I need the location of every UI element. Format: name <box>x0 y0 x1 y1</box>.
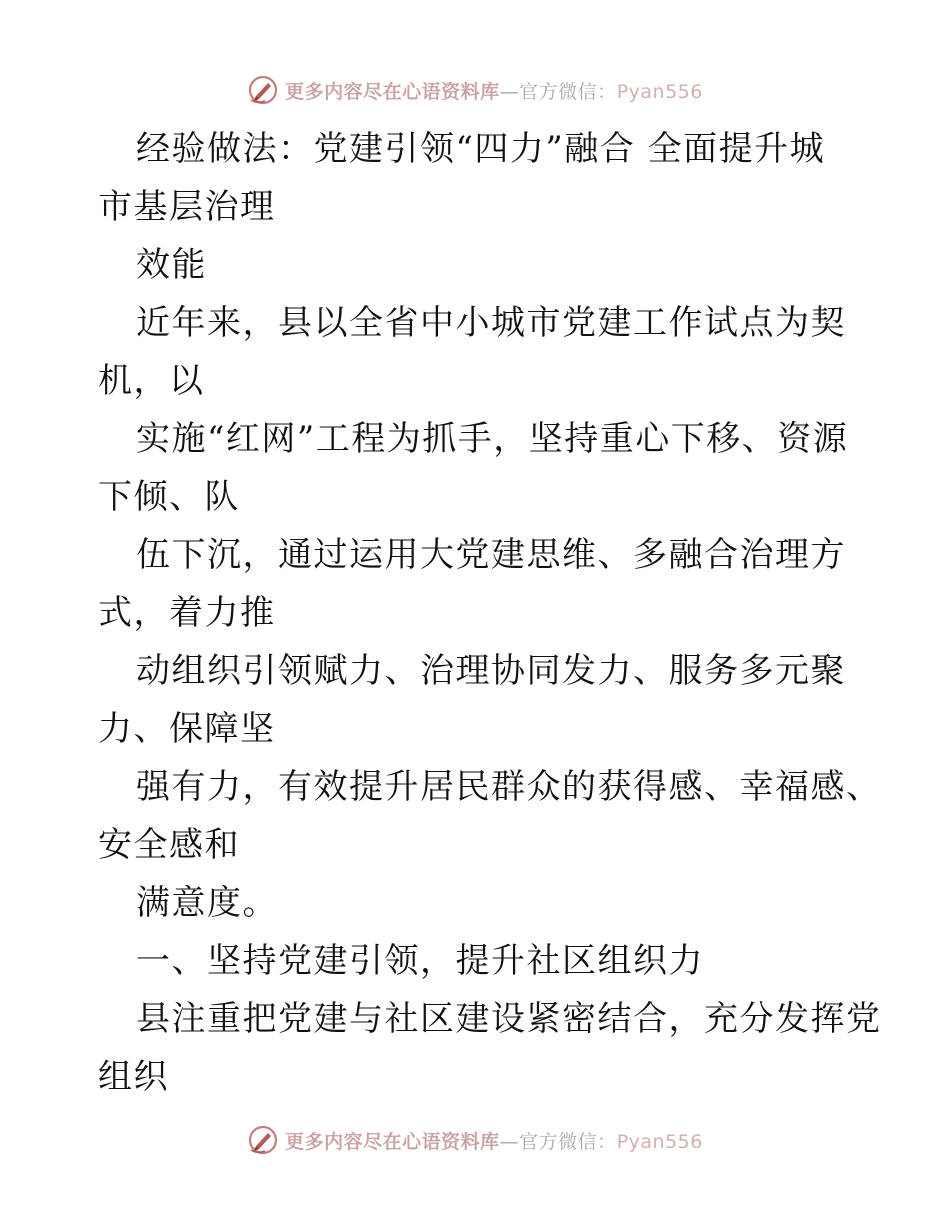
body-line: 实施“红网”工程为抓手，坚持重心下移、资源 <box>136 419 849 459</box>
body-line: 下倾、队 <box>98 477 240 517</box>
watermark-wechat-id: Pyan556 <box>616 1130 703 1153</box>
body-line: 经验做法：党建引领“四力”融合 全面提升城 <box>136 129 826 169</box>
pen-logo-icon <box>247 74 279 106</box>
header-watermark <box>0 70 950 110</box>
body-line: 伍下沉，通过运用大党建思维、多融合治理方 <box>136 535 846 575</box>
footer-watermark <box>0 1120 950 1160</box>
watermark-dash: — <box>499 80 520 103</box>
watermark-text <box>285 1127 703 1154</box>
body-line: 效能 <box>136 245 207 285</box>
body-line: 机，以 <box>98 361 205 401</box>
section-heading: 一、坚持党建引领，提升社区组织力 <box>136 941 704 981</box>
body-line: 动组织引领赋力、治理协同发力、服务多元聚 <box>136 651 846 691</box>
watermark-brand: 更多内容尽在心语资料库 <box>285 80 500 103</box>
document-body <box>98 120 882 1106</box>
body-line: 强有力，有效提升居民群众的获得感、幸福感、 <box>136 767 882 807</box>
body-line: 市基层治理 <box>98 187 276 227</box>
body-line: 安全感和 <box>98 825 240 865</box>
watermark-label: 官方微信： <box>519 1130 617 1153</box>
watermark-text <box>285 77 703 104</box>
watermark-label: 官方微信： <box>519 80 617 103</box>
body-line: 组织 <box>98 1057 169 1097</box>
body-line: 力、保障坚 <box>98 709 276 749</box>
body-line: 县注重把党建与社区建设紧密结合，充分发挥党 <box>136 999 882 1039</box>
watermark-brand: 更多内容尽在心语资料库 <box>285 1130 500 1153</box>
body-line: 满意度。 <box>136 883 278 923</box>
watermark-dash: — <box>499 1130 520 1153</box>
pen-logo-icon <box>247 1124 279 1156</box>
body-line: 式，着力推 <box>98 593 276 633</box>
watermark-wechat-id: Pyan556 <box>616 80 703 103</box>
body-line: 近年来，县以全省中小城市党建工作试点为契 <box>136 303 846 343</box>
